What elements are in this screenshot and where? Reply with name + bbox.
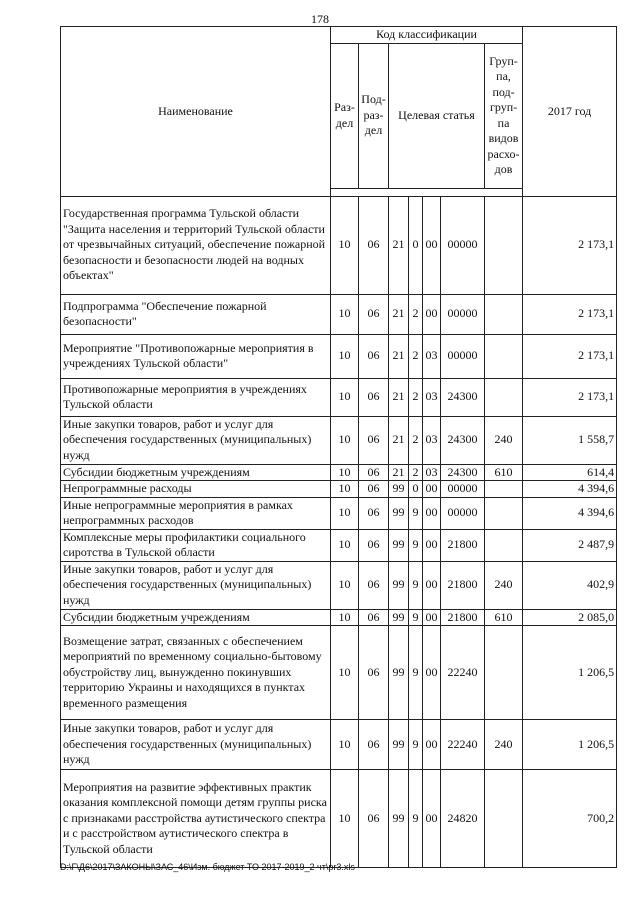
cell-pr: 06	[359, 529, 389, 561]
cell-name: Иные закупки товаров, работ и услуг для обеспечения государственных (муниципальных) нужд	[61, 561, 331, 609]
cell-r: 10	[331, 378, 359, 416]
cell-c1: 99	[389, 481, 409, 498]
cell-sum: 2 487,9	[523, 529, 617, 561]
cell-c3: 00	[423, 609, 441, 626]
cell-pr: 06	[359, 561, 389, 609]
cell-c2: 2	[409, 334, 423, 378]
table-row	[61, 770, 617, 868]
cell-c3: 00	[423, 529, 441, 561]
cell-c1: 99	[389, 609, 409, 626]
cell-c1: 21	[389, 416, 409, 464]
cell-sum: 2 173,1	[523, 378, 617, 416]
cell-r: 10	[331, 334, 359, 378]
cell-c4: 22240	[441, 720, 485, 770]
cell-c3: 03	[423, 464, 441, 481]
table-row	[61, 294, 617, 334]
cell-g	[485, 334, 523, 378]
cell-name: Государственная программа Тульской области "Защита населения и территорий Тульской области от чрезвычайных ситуаций, обеспечение пожарной безопасности и безопасности людей на водных объектах"	[61, 196, 331, 294]
cell-c2: 2	[409, 294, 423, 334]
cell-c1: 99	[389, 626, 409, 720]
cell-c4: 22240	[441, 626, 485, 720]
cell-name: Противопожарные мероприятия в учреждениях Тульской области	[61, 378, 331, 416]
cell-c1: 99	[389, 497, 409, 529]
table-row	[61, 497, 617, 529]
cell-c2: 0	[409, 481, 423, 498]
cell-r: 10	[331, 481, 359, 498]
header-section: Раз- дел	[331, 43, 359, 188]
cell-c1: 21	[389, 464, 409, 481]
cell-c2: 9	[409, 770, 423, 868]
cell-c4: 24300	[441, 464, 485, 481]
cell-c4: 00000	[441, 334, 485, 378]
cell-r: 10	[331, 196, 359, 294]
cell-c1: 99	[389, 720, 409, 770]
table-body	[61, 196, 617, 868]
cell-c4: 00000	[441, 497, 485, 529]
cell-g: 240	[485, 416, 523, 464]
cell-sum: 614,4	[523, 464, 617, 481]
cell-name: Иные закупки товаров, работ и услуг для обеспечения государственных (муниципальных) нужд	[61, 416, 331, 464]
cell-r: 10	[331, 529, 359, 561]
cell-g: 610	[485, 464, 523, 481]
cell-r: 10	[331, 561, 359, 609]
cell-c4: 00000	[441, 481, 485, 498]
cell-pr: 06	[359, 294, 389, 334]
cell-c3: 00	[423, 294, 441, 334]
cell-c2: 9	[409, 529, 423, 561]
header-group: Груп- па, под- груп- па видов расхо- дов	[485, 43, 523, 188]
cell-c2: 9	[409, 561, 423, 609]
cell-sum: 700,2	[523, 770, 617, 868]
cell-g	[485, 626, 523, 720]
budget-table	[60, 26, 617, 868]
cell-r: 10	[331, 720, 359, 770]
table-row	[61, 561, 617, 609]
cell-g	[485, 294, 523, 334]
cell-c2: 9	[409, 497, 423, 529]
cell-name: Подпрограмма "Обеспечение пожарной безопасности"	[61, 294, 331, 334]
cell-sum: 2 173,1	[523, 294, 617, 334]
cell-pr: 06	[359, 481, 389, 498]
cell-sum: 2 173,1	[523, 334, 617, 378]
cell-c3: 00	[423, 561, 441, 609]
header-name: Наименование	[61, 27, 331, 197]
cell-sum: 2 085,0	[523, 609, 617, 626]
cell-name: Субсидии бюджетным учреждениям	[61, 464, 331, 481]
cell-c2: 2	[409, 464, 423, 481]
cell-c2: 2	[409, 378, 423, 416]
table-row	[61, 378, 617, 416]
cell-r: 10	[331, 770, 359, 868]
table-row	[61, 626, 617, 720]
cell-pr: 06	[359, 196, 389, 294]
cell-pr: 06	[359, 770, 389, 868]
header-target: Целевая статья	[389, 43, 485, 188]
cell-c2: 9	[409, 720, 423, 770]
cell-c3: 03	[423, 416, 441, 464]
cell-pr: 06	[359, 464, 389, 481]
table-row	[61, 196, 617, 294]
cell-c4: 24300	[441, 416, 485, 464]
footer-path: D:\Г\Д6\2017\ЗАКОНЫ\ЗАС_46\Изм. бюджет ТО 2017-2019_2 чт\pr3.xls	[60, 862, 355, 872]
cell-g	[485, 378, 523, 416]
cell-c3: 03	[423, 378, 441, 416]
cell-c1: 99	[389, 529, 409, 561]
cell-c3: 00	[423, 481, 441, 498]
cell-sum: 1 206,5	[523, 626, 617, 720]
cell-name: Непрограммные расходы	[61, 481, 331, 498]
cell-sum: 4 394,6	[523, 497, 617, 529]
cell-pr: 06	[359, 626, 389, 720]
cell-c3: 00	[423, 626, 441, 720]
cell-c1: 99	[389, 770, 409, 868]
cell-c1: 21	[389, 378, 409, 416]
cell-c3: 00	[423, 196, 441, 294]
table-row	[61, 464, 617, 481]
cell-name: Иные закупки товаров, работ и услуг для обеспечения государственных (муниципальных) нужд	[61, 720, 331, 770]
cell-sum: 4 394,6	[523, 481, 617, 498]
cell-pr: 06	[359, 416, 389, 464]
cell-pr: 06	[359, 609, 389, 626]
cell-c3: 00	[423, 720, 441, 770]
cell-name: Возмещение затрат, связанных с обеспечением мероприятий по временному социально-бытовому обустройству лиц, вынужденно покинувших территорию Украины и находящихся в пунктах временного размещения	[61, 626, 331, 720]
table-row	[61, 720, 617, 770]
cell-g: 240	[485, 561, 523, 609]
cell-c4: 00000	[441, 294, 485, 334]
cell-pr: 06	[359, 720, 389, 770]
cell-g: 240	[485, 720, 523, 770]
header-code: Код классификации	[331, 27, 523, 44]
cell-g	[485, 497, 523, 529]
cell-c2: 9	[409, 609, 423, 626]
cell-pr: 06	[359, 378, 389, 416]
cell-sum: 1 558,7	[523, 416, 617, 464]
cell-pr: 06	[359, 334, 389, 378]
cell-g	[485, 196, 523, 294]
table-row	[61, 529, 617, 561]
cell-r: 10	[331, 416, 359, 464]
cell-c3: 03	[423, 334, 441, 378]
cell-c1: 21	[389, 294, 409, 334]
cell-c4: 24300	[441, 378, 485, 416]
cell-c1: 21	[389, 196, 409, 294]
cell-g	[485, 770, 523, 868]
cell-c3: 00	[423, 770, 441, 868]
table-row	[61, 334, 617, 378]
cell-r: 10	[331, 464, 359, 481]
cell-c2: 0	[409, 196, 423, 294]
cell-name: Комплексные меры профилактики социального сиротства в Тульской области	[61, 529, 331, 561]
cell-name: Субсидии бюджетным учреждениям	[61, 609, 331, 626]
cell-sum: 2 173,1	[523, 196, 617, 294]
cell-r: 10	[331, 609, 359, 626]
cell-c1: 21	[389, 334, 409, 378]
cell-name: Мероприятия на развитие эффективных практик оказания комплексной помощи детям группы риска с признаками расстройства аутистического спектра и с расстройством аутистического спектра в Тульской области	[61, 770, 331, 868]
cell-c3: 00	[423, 497, 441, 529]
cell-c4: 00000	[441, 196, 485, 294]
cell-c4: 21800	[441, 529, 485, 561]
table-row	[61, 416, 617, 464]
cell-c4: 21800	[441, 561, 485, 609]
cell-g	[485, 481, 523, 498]
cell-sum: 402,9	[523, 561, 617, 609]
cell-c4: 24820	[441, 770, 485, 868]
cell-name: Иные непрограммные мероприятия в рамках непрограммных расходов	[61, 497, 331, 529]
cell-c1: 99	[389, 561, 409, 609]
cell-pr: 06	[359, 497, 389, 529]
cell-c2: 9	[409, 626, 423, 720]
cell-g: 610	[485, 609, 523, 626]
cell-sum: 1 206,5	[523, 720, 617, 770]
cell-r: 10	[331, 294, 359, 334]
cell-r: 10	[331, 497, 359, 529]
table-row	[61, 609, 617, 626]
cell-c2: 2	[409, 416, 423, 464]
header-subsection: Под- раз- дел	[359, 43, 389, 188]
header-year: 2017 год	[523, 27, 617, 197]
page-number: 178	[311, 12, 329, 26]
cell-c4: 21800	[441, 609, 485, 626]
cell-name: Мероприятие "Противопожарные мероприятия в учреждениях Тульской области"	[61, 334, 331, 378]
table-row	[61, 481, 617, 498]
cell-r: 10	[331, 626, 359, 720]
cell-g	[485, 529, 523, 561]
